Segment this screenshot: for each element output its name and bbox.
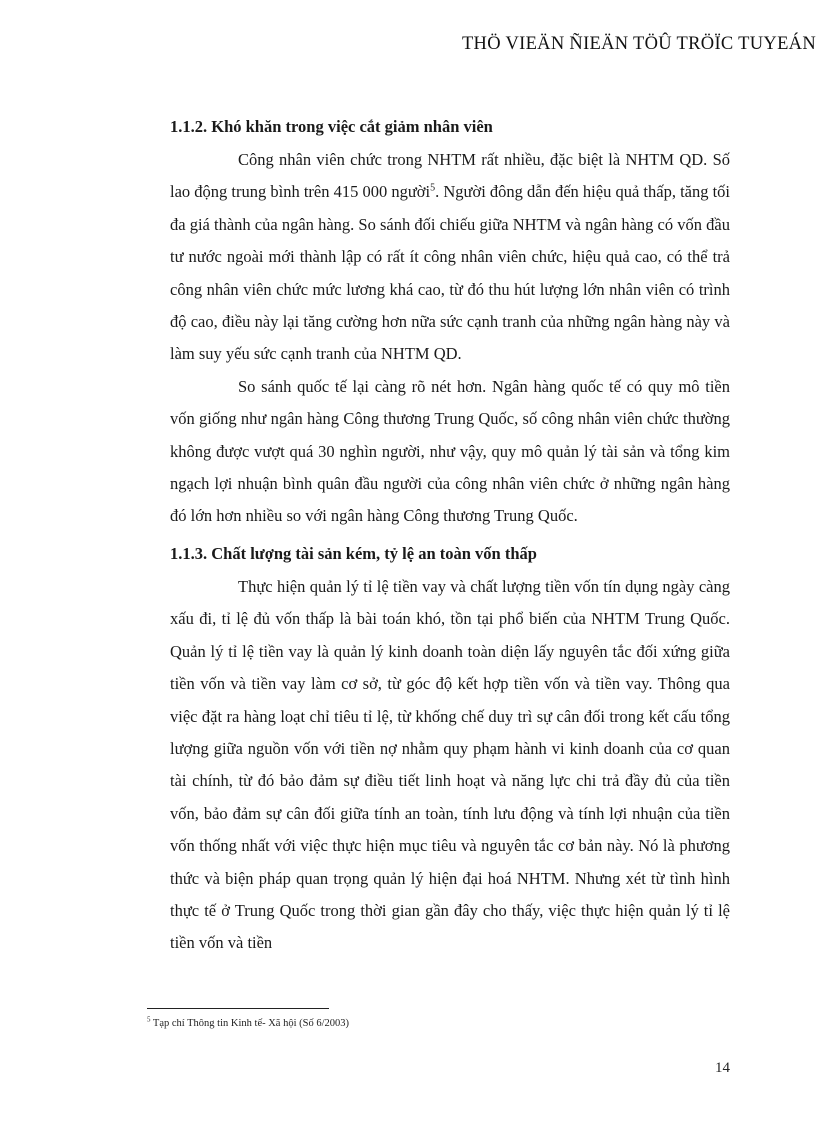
page-header: THÖ VIEÄN ÑIEÄN TÖÛ TRÖÏC TUYEÁN bbox=[461, 34, 816, 54]
footnote bbox=[147, 1015, 350, 1029]
paragraph-text: Công nhân viên chức trong NHTM rất nhiều, đặc biệt là NHTM QD. Số lao động trung bình trên 415 000 người bbox=[170, 150, 730, 202]
footnote-text: Tạp chí Thông tin Kinh tế- Xã hội (Số 6/2003) bbox=[150, 1018, 350, 1029]
paragraph bbox=[170, 144, 730, 371]
footnote-marker: 5 bbox=[147, 1015, 151, 1024]
section-heading-1-1-3: 1.1.3. Chất lượng tài sản kém, tỷ lệ an toàn vốn thấp bbox=[170, 543, 537, 563]
section-heading-1-1-2: 1.1.2. Khó khăn trong việc cắt giảm nhân viên bbox=[170, 117, 493, 136]
footnote-divider bbox=[147, 1008, 329, 1009]
paragraph: Thực hiện quản lý tỉ lệ tiền vay và chất lượng tiền vốn tín dụng ngày càng xấu đi, tỉ lệ đủ vốn thấp là bài toán khó, tồn tại phổ biến của NHTM Trung Quốc. Quản lý tỉ lệ tiền vay là quản lý kinh doanh toàn diện lấy nguyên tắc đối xứng giữa tiền vốn và tiền vay làm cơ sở, từ góc độ kết hợp tiền vốn và tiền vay. Thông qua việc đặt ra hàng loạt chỉ tiêu tỉ lệ, từ khống chế duy trì sự cân đối trong kết cấu tổng lượng giữa nguồn vốn với tiền nợ nhằm quy phạm hành vi kinh doanh của cơ quan tài chính, từ đó bảo đảm sự điều tiết linh hoạt và năng lực chi trả đầy đủ của tiền vốn, bảo đảm sự cân đối giữa tính an toàn, tính lưu động và tính lợi nhuận của tiền vốn thống nhất với việc thực hiện mục tiêu và nguyên tắc cơ bản này. Nó là phương thức và biện pháp quan trọng quản lý hiện đại hoá NHTM. Nhưng xét từ tình hình thực tế ở Trung Quốc trong thời gian gần đây cho thấy, việc thực hiện quản lý tỉ lệ tiền vốn và tiền bbox=[170, 576, 730, 953]
paragraph-text: . Người đông dẫn đến hiệu quả thấp, tăng tối đa giá thành của ngân hàng. So sánh đối chiếu giữa NHTM và ngân hàng có vốn đầu tư nước ngoài mới thành lập có rất ít công nhân viên chức, hiệu quả cao, có thể trả công nhân viên chức mức lương khá cao, từ đó thu hút lượng lớn nhân viên có trình độ cao, điều này lại tăng cường hơn nữa sức cạnh tranh của những ngân hàng này và làm suy yếu sức cạnh tranh của NHTM QD. bbox=[170, 182, 731, 364]
paragraph: So sánh quốc tế lại càng rõ nét hơn. Ngân hàng quốc tế có quy mô tiền vốn giống như ngân hàng Công thương Trung Quốc, số công nhân viên chức thường không được vượt quá 30 nghìn người, như vậy, quy mô quản lý tài sản và tổng kim ngạch lợi nhuận bình quân đầu người của công nhân viên chức ở những ngân hàng đó lớn hơn nhiều so với ngân hàng Công thương Trung Quốc. bbox=[170, 376, 730, 526]
page-number: 14 bbox=[715, 1060, 730, 1076]
footnote-reference[interactable]: 5 bbox=[430, 182, 436, 194]
document-body bbox=[170, 110, 730, 960]
